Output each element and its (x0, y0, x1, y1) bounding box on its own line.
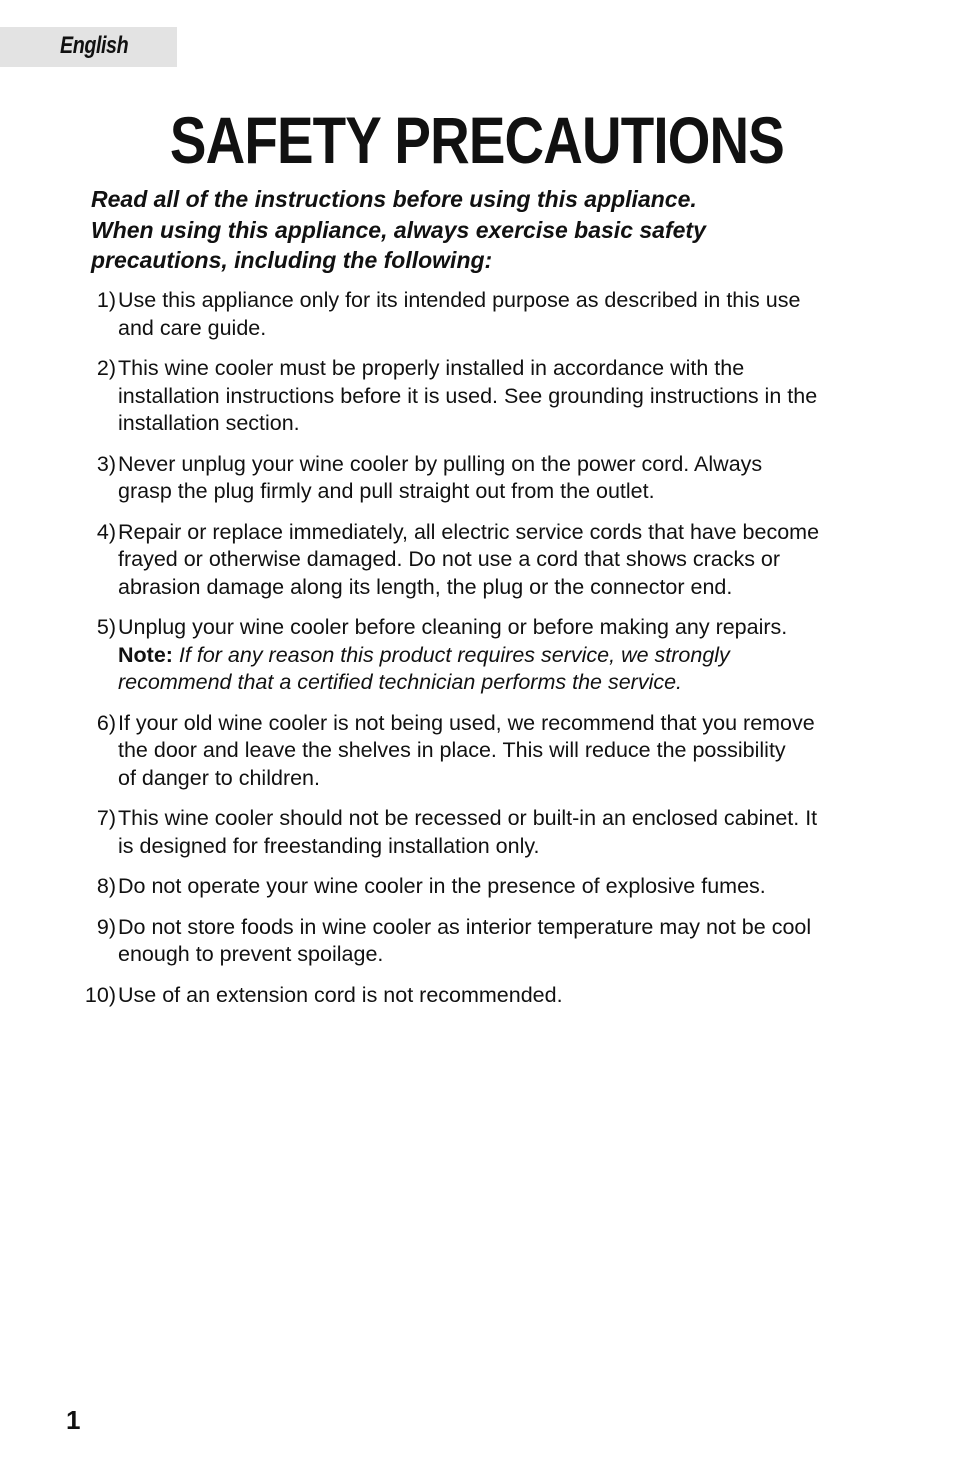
item-text-line: This wine cooler should not be recessed or built-in an enclosed cabinet. It (118, 806, 818, 830)
item-number: 7) (96, 806, 116, 830)
intro-line: Read all of the instructions before using this appliance. (91, 186, 697, 212)
item-text-line: Unplug your wine cooler before cleaning or before making any repairs. (118, 615, 788, 639)
item-text-line: Do not operate your wine cooler in the presence of explosive fumes. (118, 874, 766, 898)
item-text-line: frayed or otherwise damaged. Do not use a cord that shows cracks or (118, 547, 781, 571)
page-title-text: SAFETY PRECAUTIONS (169, 103, 785, 177)
precaution-item (82, 873, 872, 901)
note-line (118, 642, 872, 670)
precaution-item (82, 519, 872, 602)
precaution-item (82, 287, 872, 342)
precautions-list (82, 287, 872, 1022)
item-number: 10) (84, 982, 116, 1007)
precaution-item (82, 914, 872, 969)
precaution-item (82, 982, 872, 1010)
item-number: 2) (96, 356, 116, 380)
precaution-item (82, 710, 872, 793)
item-number: 1) (96, 288, 116, 312)
item-text-line: If your old wine cooler is not being used, we recommend that you remove (118, 710, 815, 735)
intro-line: precautions, including the following: (91, 247, 493, 273)
item-text-line: This wine cooler must be properly installed in accordance with the (118, 356, 745, 380)
note-text: If for any reason this product requires service, we strongly (178, 642, 730, 667)
item-text-line: and care guide. (118, 315, 267, 340)
language-label: English (60, 32, 129, 59)
precaution-item (82, 614, 872, 697)
language-tab (0, 27, 177, 67)
item-text-line: Repair or replace immediately, all electric service cords that have become (118, 519, 820, 544)
item-text-line: abrasion damage along its length, the plug or the connector end. (118, 574, 733, 599)
item-text-line: installation section. (118, 411, 300, 435)
item-number: 3) (96, 451, 116, 476)
item-number: 9) (96, 914, 116, 939)
item-text-line: the door and leave the shelves in place. This will reduce the possibility (118, 738, 786, 762)
item-number: 6) (96, 710, 116, 735)
item-text-line: grasp the plug firmly and pull straight out from the outlet. (118, 479, 655, 503)
page-title (0, 100, 954, 180)
item-text-line: of danger to children. (118, 765, 320, 790)
intro-paragraph (91, 184, 851, 276)
item-text-line: Use of an extension cord is not recommended. (118, 982, 563, 1007)
precaution-item (82, 355, 872, 438)
item-number: 8) (96, 874, 116, 898)
note-label: Note: (118, 642, 173, 667)
item-text-line: is designed for freestanding installation only. (118, 833, 540, 858)
item-text-line: enough to prevent spoilage. (118, 942, 384, 966)
item-text-line: Use this appliance only for its intended purpose as described in this use (118, 288, 801, 312)
page-number: 1 (66, 1405, 81, 1435)
item-text-line: Do not store foods in wine cooler as interior temperature may not be cool (118, 914, 812, 939)
item-text-line: Never unplug your wine cooler by pulling on the power cord. Always (118, 451, 763, 476)
intro-line: When using this appliance, always exercise basic safety (91, 216, 706, 243)
precaution-item (82, 805, 872, 860)
item-text-line: installation instructions before it is used. See grounding instructions in the (118, 383, 818, 408)
item-number: 4) (96, 519, 116, 544)
precaution-item (82, 451, 872, 506)
note-text: recommend that a certified technician performs the service. (118, 670, 683, 694)
item-number: 5) (96, 615, 116, 639)
